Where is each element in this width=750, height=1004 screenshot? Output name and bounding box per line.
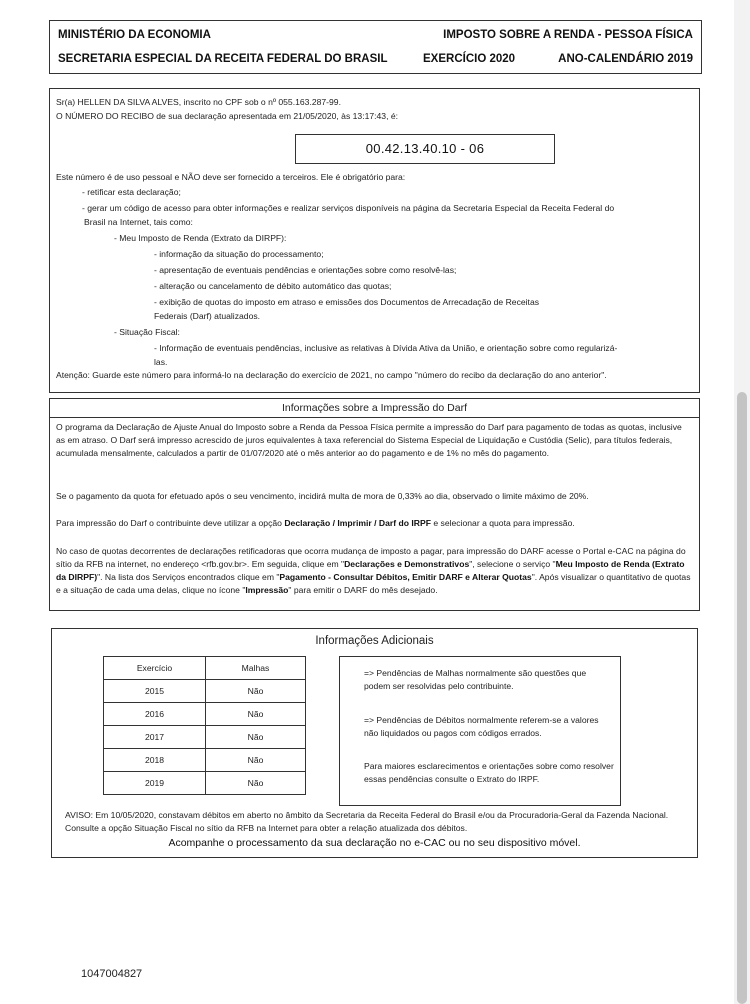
col-malhas-header: Malhas [206, 657, 306, 680]
exercicio-cell: 2016 [104, 703, 206, 726]
darf-p4-a: No caso de quotas decorrentes de declarações retificadoras que ocorra mudança de imposto a pagar, para impressão do DARF acesse o Portal e-CAC na página do sítio da RFB na internet, no endereço <rfb.gov.br>. Em seguida, clique em " [56, 546, 686, 569]
receipt-section [49, 88, 700, 393]
darf-paragraph-4 [56, 545, 693, 597]
contribuinte-text: Sr(a) HELLEN DA SILVA ALVES, inscrito no CPF sob o nº 055.163.287-99. [56, 97, 341, 107]
malhas-cell: Não [206, 772, 306, 795]
additional-info-title: Informações Adicionais [315, 635, 434, 647]
additional-info-section [51, 628, 698, 858]
exercicio-cell: 2015 [104, 680, 206, 703]
document-code: 1047004827 [81, 968, 143, 980]
sub-item-pendencias: - apresentação de eventuais pendências e orientações sobre como resolvê-las; [154, 265, 457, 275]
darf-p4-meu-imposto: Meu Imposto de Renda (Extrato da DIRPF) [56, 559, 685, 582]
info-esclarecimentos-text: Para maiores esclarecimentos e orientações sobre como resolver essas pendências consulte o Extrato do IRPF. [364, 761, 614, 784]
imposto-label: IMPOSTO SOBRE A RENDA - PESSOA FÍSICA [443, 29, 693, 41]
malhas-cell: Não [206, 749, 306, 772]
malhas-cell: Não [206, 680, 306, 703]
darf-p3-text-end: e selecionar a quota para impressão. [430, 518, 575, 528]
darf-p4-c: ", selecione o serviço " [469, 559, 556, 569]
item-codigo-acesso: - gerar um código de acesso para obter informações e realizar serviços disponíveis na página da Secretaria Especial da Receita Federal do [82, 203, 615, 213]
darf-p4-declaracoes: Declarações e Demonstrativos [344, 559, 470, 569]
darf-p4-impressao: Impressão [245, 585, 289, 595]
numero-intro-text: O NÚMERO DO RECIBO de sua declaração apresentada em 21/05/2020, às 13:17:43, é: [56, 111, 399, 121]
darf-p4-pagamento: Pagamento - Consultar Débitos, Emitir DARF e Alterar Quotas [279, 572, 532, 582]
item-codigo-acesso-cont: Brasil na Internet, tais como: [84, 217, 193, 227]
malhas-table [103, 656, 306, 795]
item-retificar: - retificar esta declaração; [82, 187, 181, 197]
table-row [104, 772, 306, 795]
darf-title: Informações sobre a Impressão do Darf [281, 402, 467, 414]
table-row [104, 680, 306, 703]
vertical-scrollbar[interactable] [734, 0, 750, 1004]
ministerio-label: MINISTÉRIO DA ECONOMIA [58, 29, 211, 41]
darf-menu-path: Declaração / Imprimir / Darf do IRPF [284, 518, 431, 528]
table-row [104, 749, 306, 772]
info-debitos-text: => Pendências de Débitos normalmente referem-se a valores não liquidados ou pagos com códigos errados. [364, 715, 599, 738]
sub-item-processamento: - informação da situação do processamento; [154, 249, 324, 259]
malhas-cell: Não [206, 703, 306, 726]
info-malhas-text: => Pendências de Malhas normalmente são questões que podem ser resolvidas pelo contribuinte. [364, 668, 587, 691]
exercicio-cell: 2019 [104, 772, 206, 795]
situacao-item-cont: las. [154, 357, 168, 367]
exercicio-cell: 2018 [104, 749, 206, 772]
table-row [104, 726, 306, 749]
ano-calendario-label: ANO-CALENDÁRIO 2019 [558, 53, 693, 65]
exercicio-label: EXERCÍCIO 2020 [423, 53, 516, 65]
secretaria-label: SECRETARIA ESPECIAL DA RECEITA FEDERAL DO BRASIL [58, 53, 388, 65]
pendencias-info-box [339, 656, 621, 806]
receipt-number: 00.42.13.40.10 - 06 [295, 134, 555, 164]
darf-divider [50, 417, 699, 418]
darf-paragraph-2: Se o pagamento da quota for efetuado após o seu vencimento, incidirá multa de mora de 0,33% ao dia, observado o limite máximo de 20%. [56, 491, 589, 501]
scrollbar-thumb[interactable] [737, 392, 747, 1004]
sub-item-debito-automatico: - alteração ou cancelamento de débito automático das quotas; [154, 281, 392, 291]
sub-item-quotas-cont: Federais (Darf) atualizados. [154, 311, 261, 321]
table-header-row [104, 657, 306, 680]
malhas-cell: Não [206, 726, 306, 749]
atencao-text: Atenção: Guarde este número para informá-lo na declaração do exercício de 2021, no campo "número do recibo da declaração do ano anterior". [56, 370, 607, 380]
darf-p3-text: Para impressão do Darf o contribuinte deve utilizar a opção [56, 518, 285, 528]
situacao-item: - Informação de eventuais pendências, inclusive as relativas à Dívida Ativa da União, e orientação sobre como regularizá- [154, 343, 618, 353]
table-row [104, 703, 306, 726]
darf-paragraph-1: O programa da Declaração de Ajuste Anual do Imposto sobre a Renda da Pessoa Física permite a impressão do Darf para pagamento de todas as quotas, inclusive as em atraso. O Darf será impresso acrescido de juros equivalentes à taxa referencial do Sistema Especial de Liquidação e Custódia (Selic), para títulos federais, acumulada mensalmente, calculados a partir de 01/07/2020 até o mês anterior ao do pagamento e de 1% no mês do pagamento. [56, 422, 682, 458]
darf-p4-i: " para emitir o DARF do mês desejado. [288, 585, 438, 595]
meu-imposto-label: - Meu Imposto de Renda (Extrato da DIRPF): [114, 233, 287, 243]
document-header [49, 20, 702, 74]
uso-pessoal-text: Este número é de uso pessoal e NÃO deve ser fornecido a terceiros. Ele é obrigatório para: [56, 172, 406, 182]
darf-p4-e: ". Na lista dos Serviços encontrados clique em " [97, 572, 280, 582]
situacao-fiscal-label: - Situação Fiscal: [114, 327, 180, 337]
darf-paragraph-3 [56, 517, 693, 530]
col-exercicio-header: Exercício [104, 657, 206, 680]
sub-item-quotas: - exibição de quotas do imposto em atraso e emissões dos Documentos de Arrecadação de Receitas [154, 297, 540, 307]
exercicio-cell: 2017 [104, 726, 206, 749]
acompanhe-text: Acompanhe o processamento da sua declaração no e-CAC ou no seu dispositivo móvel. [168, 837, 581, 849]
darf-section [49, 398, 700, 611]
darf-p4-g: ". Após visualizar o quantitativo de quotas e a situação de cada uma delas, clique no ícone " [56, 572, 691, 595]
aviso-text: AVISO: Em 10/05/2020, constavam débitos em aberto no âmbito da Secretaria da Receita Federal do Brasil e/ou da Procuradoria-Geral da Fazenda Nacional. Consulte a opção Situação Fiscal no sítio da RFB na Internet para obter a relação atualizada dos débitos. [65, 810, 669, 833]
